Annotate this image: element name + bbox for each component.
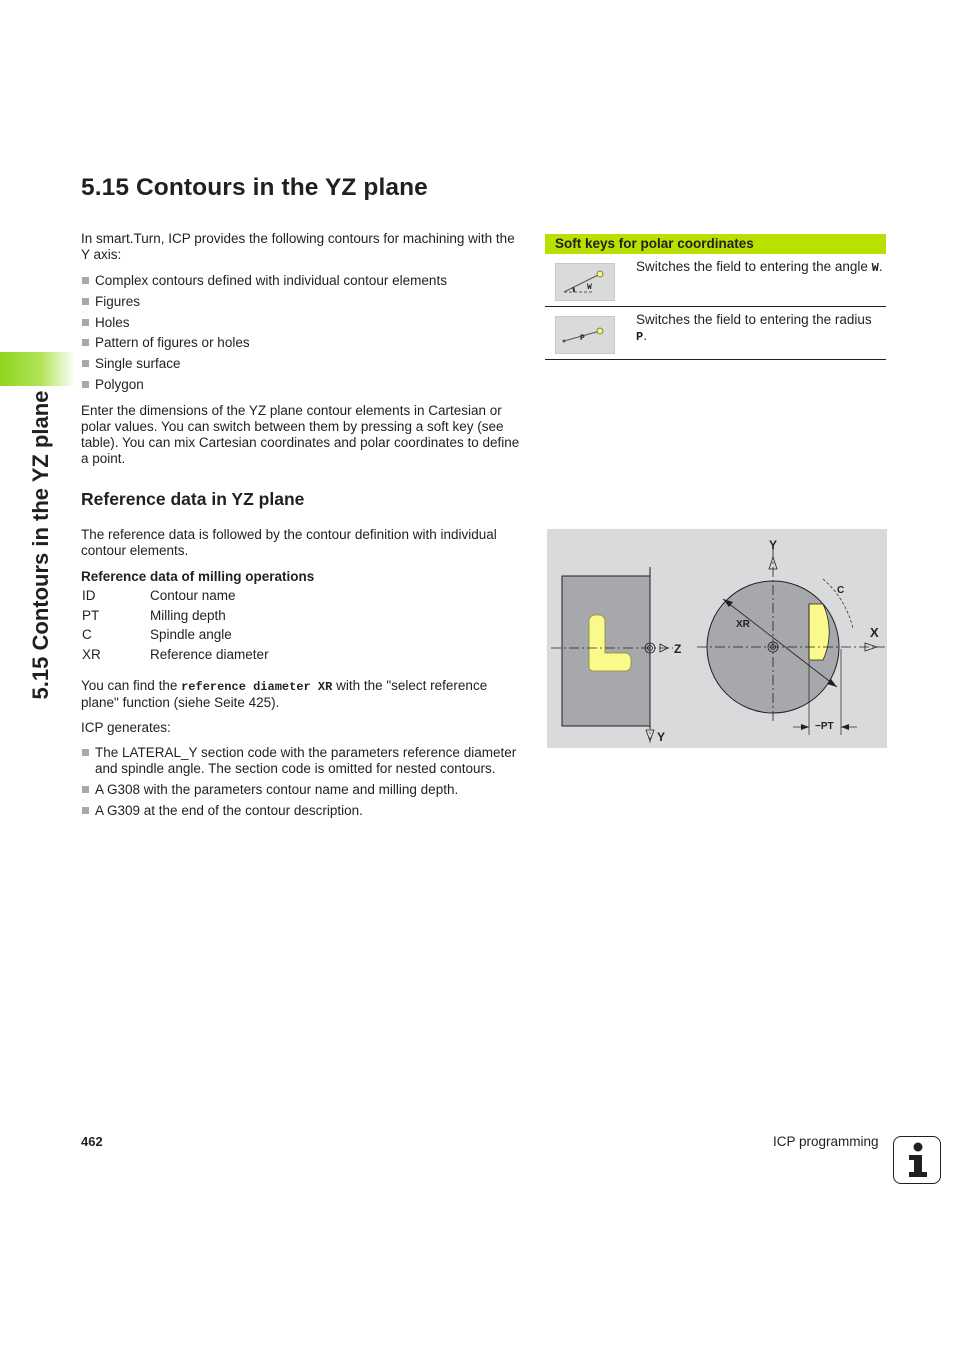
page-title: 5.15 Contours in the YZ plane <box>81 174 428 201</box>
yz-plane-figure <box>547 529 887 748</box>
bullet-square-icon <box>82 319 89 326</box>
list-item: Complex contours defined with individual contour elements <box>81 273 526 294</box>
param-row: C Spindle angle <box>82 627 232 642</box>
table-row <box>545 254 886 307</box>
footer-section: ICP programming <box>773 1134 879 1149</box>
polar-angle-softkey-icon <box>555 263 615 301</box>
reference-heading: Reference data in YZ plane <box>81 489 305 509</box>
list-item: Holes <box>81 315 526 336</box>
bullet-square-icon <box>82 298 89 305</box>
softkey-description: Switches the field to entering the radius P. <box>636 312 872 344</box>
svg-text:Y: Y <box>657 730 666 744</box>
page-number: 462 <box>81 1134 103 1149</box>
bullet-square-icon <box>82 786 89 793</box>
svg-text:Y: Y <box>769 538 778 552</box>
reference-subheading: Reference data of milling operations <box>81 569 315 584</box>
svg-text:−PT: −PT <box>815 721 834 732</box>
info-icon <box>893 1136 941 1184</box>
find-reference-paragraph: You can find the reference diameter XR with the "select reference plane" function (siehe Seite 425). <box>81 678 488 710</box>
dimensions-paragraph: Enter the dimensions of the YZ plane contour elements in Cartesian or polar values. You can switch between them by pressing a soft key (see table). You can mix Cartesian coordinates and polar coordinates to define a point. <box>81 403 520 466</box>
svg-text:W: W <box>587 283 592 292</box>
bullet-square-icon <box>82 381 89 388</box>
softkey-description: Switches the field to entering the angle W. <box>636 259 883 275</box>
intro-paragraph: In smart.Turn, ICP provides the following contours for machining with the Y axis: <box>81 231 515 262</box>
bullet-square-icon <box>82 807 89 814</box>
list-item: The LATERAL_Y section code with the parameters reference diameter and spindle angle. The section code is omitted for nested contours. <box>81 745 526 777</box>
bullet-square-icon <box>82 360 89 367</box>
list-item: A G308 with the parameters contour name and milling depth. <box>81 782 526 798</box>
param-row: PT Milling depth <box>82 607 226 623</box>
param-row: ID Contour name <box>82 588 236 603</box>
side-tab-title-text: 5.15 Contours in the YZ plane <box>28 390 53 700</box>
svg-text:Z: Z <box>674 642 682 656</box>
contour-list <box>81 273 526 398</box>
list-item: A G309 at the end of the contour description. <box>81 803 526 819</box>
table-row <box>545 307 886 360</box>
bullet-square-icon <box>82 749 89 756</box>
bullet-square-icon <box>82 277 89 284</box>
svg-text:X: X <box>870 625 879 640</box>
svg-text:P: P <box>580 334 585 343</box>
list-item: Figures <box>81 294 526 315</box>
param-row: XR Reference diameter <box>82 646 269 662</box>
svg-text:C: C <box>837 585 845 596</box>
softkey-table-header: Soft keys for polar coordinates <box>545 234 886 254</box>
polar-radius-softkey-icon <box>555 316 615 354</box>
icp-generates-text: ICP generates: <box>81 720 171 735</box>
bullet-square-icon <box>82 339 89 346</box>
yz-plane-diagram <box>547 529 887 748</box>
generates-list <box>81 745 526 824</box>
svg-text:XR: XR <box>736 619 750 630</box>
list-item: Single surface <box>81 356 526 377</box>
list-item: Polygon <box>81 377 526 398</box>
reference-params <box>81 569 526 666</box>
softkey-table <box>545 234 886 360</box>
reference-intro: The reference data is followed by the contour definition with individual contour elements. <box>81 527 497 558</box>
list-item: Pattern of figures or holes <box>81 335 526 356</box>
